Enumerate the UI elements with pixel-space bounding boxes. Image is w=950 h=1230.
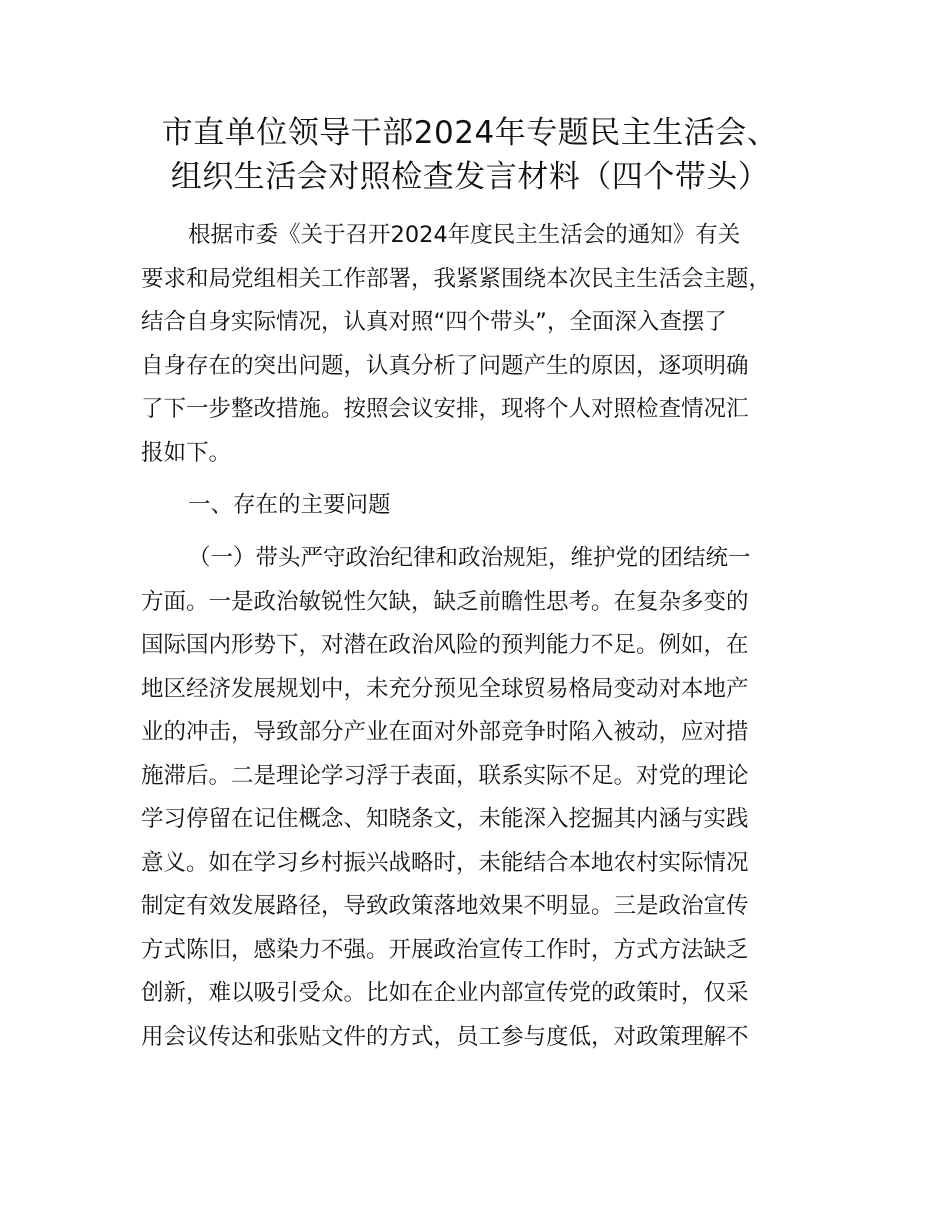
section-heading: 一、存在的主要问题 — [188, 492, 391, 518]
paragraph-line: 方式陈旧，感染力不强。开展政治宣传工作时，方式方法缺乏 — [141, 936, 749, 963]
paragraph-line: 了下一步整改措施。按照会议安排，现将个人对照检查情况汇 — [141, 396, 749, 422]
paragraph-line: 结合自身实际情况，认真对照“四个带头”，全面深入查摆了 — [141, 309, 727, 335]
paragraph-line: 方面。一是政治敏锐性欠缺，缺乏前瞻性思考。在复杂多变的 — [141, 588, 749, 615]
subsection-paragraph — [141, 537, 841, 1059]
paragraph-line: 创新，难以吸引受众。比如在企业内部宣传党的政策时，仅采 — [141, 980, 749, 1006]
paragraph-line: 自身存在的突出问题，认真分析了问题产生的原因，逐项明确 — [141, 352, 749, 379]
paragraph-line: 要求和局党组相关工作部署，我紧紧围绕本次民主生活会主题， — [141, 265, 772, 292]
document-title-line-1: 市直单位领导干部2024年专题民主生活会、 — [161, 115, 779, 151]
paragraph-line: 意义。如在学习乡村振兴战略时，未能结合本地农村实际情况 — [141, 849, 749, 876]
paragraph-line: 学习停留在记住概念、知晓条文，未能深入挖掘其内涵与实践 — [141, 806, 749, 832]
paragraph-line: 制定有效发展路径，导致政策落地效果不明显。三是政治宣传 — [141, 893, 749, 919]
paragraph-line: 地区经济发展规划中，未充分预见全球贸易格局变动对本地产 — [141, 675, 749, 702]
paragraph-line: 国际国内形势下，对潜在政治风险的预判能力不足。例如，在 — [141, 632, 749, 658]
intro-paragraph — [141, 214, 841, 475]
document-title-line-2: 组织生活会对照检查发言材料（四个带头） — [170, 159, 770, 195]
paragraph-line: 报如下。 — [141, 439, 232, 466]
paragraph-line: （一）带头严守政治纪律和政治规矩，维护党的团结统一 — [188, 545, 751, 571]
paragraph-line: 施滞后。二是理论学习浮于表面，联系实际不足。对党的理论 — [141, 762, 749, 789]
paragraph-line: 用会议传达和张贴文件的方式，员工参与度低，对政策理解不 — [141, 1023, 749, 1050]
paragraph-line: 根据市委《关于召开2024年度民主生活会的通知》有关 — [188, 222, 741, 248]
paragraph-line: 业的冲击，导致部分产业在面对外部竞争时陷入被动，应对措 — [141, 719, 749, 745]
